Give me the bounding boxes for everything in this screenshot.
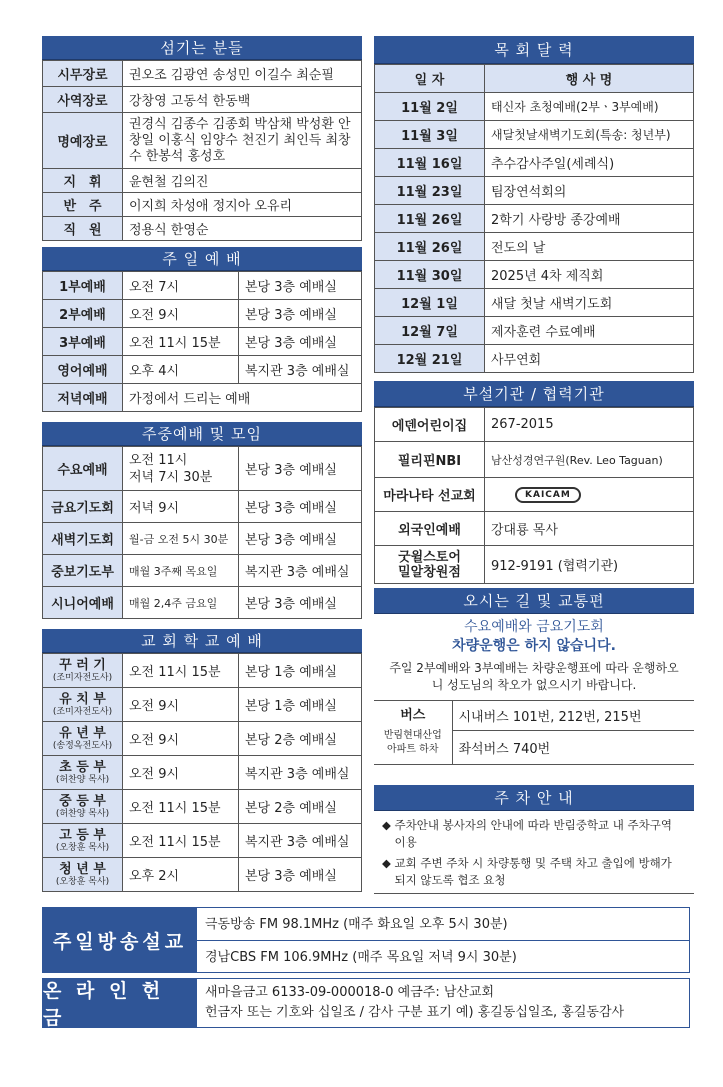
- affiliates-table: [374, 407, 694, 584]
- school-label: 꾸 러 기 (조미자전도사): [43, 654, 123, 688]
- directions-notice: [374, 614, 694, 700]
- weekday-place: 본당 3층 예배실: [239, 447, 362, 491]
- serve-label: 반 주: [43, 193, 123, 217]
- calendar-col-event: 행 사 명: [485, 65, 694, 93]
- serve-value: 정용식 한영순: [123, 217, 362, 241]
- affiliate-label: 굿윌스토어 밀알창원점: [375, 546, 485, 584]
- calendar-date: 11월 30일: [375, 261, 485, 289]
- calendar-event: 전도의 날: [485, 233, 694, 261]
- offering-label: 온 라 인 헌 금: [43, 979, 197, 1027]
- school-time: 오전 11시 15분: [123, 824, 239, 858]
- school-place: 본당 3층 예배실: [239, 858, 362, 892]
- serve-value: 윤현철 김의진: [123, 169, 362, 193]
- weekday-place: 본당 3층 예배실: [239, 491, 362, 523]
- serve-table: [42, 60, 362, 241]
- sunday-header: 주 일 예 배: [42, 247, 362, 271]
- calendar-event: 제자훈련 수료예배: [485, 317, 694, 345]
- left-column: [42, 36, 362, 892]
- sunday-label: 2부예배: [43, 300, 123, 328]
- diamond-bullet-icon: ◆: [382, 818, 395, 832]
- parking-item: ◆ 교회 주변 주차 시 차량통행 및 주택 차고 출입에 방해가 되지 않도록 협조 요청: [382, 856, 672, 887]
- school-label: 초 등 부 (허찬양 목사): [43, 756, 123, 790]
- sunday-label: 저녁예배: [43, 384, 123, 412]
- school-place: 복지관 3층 예배실: [239, 756, 362, 790]
- weekday-label: 수요예배: [43, 447, 123, 491]
- sunday-time: 오전 9시: [123, 300, 239, 328]
- sunday-time: 가정에서 드리는 예배: [123, 384, 362, 412]
- bus-stop: 반림현대산업 아파트 하차: [383, 729, 442, 755]
- sunday-time: 오후 4시: [123, 356, 239, 384]
- calendar-date: 11월 23일: [375, 177, 485, 205]
- calendar-table: [374, 64, 694, 373]
- sunday-place: 본당 3층 예배실: [239, 272, 362, 300]
- affiliates-header: 부설기관 / 협력기관: [374, 381, 694, 407]
- school-label: 고 등 부 (오창훈 목사): [43, 824, 123, 858]
- affiliate-value: 강대룡 목사: [485, 512, 694, 546]
- calendar-date: 11월 26일: [375, 205, 485, 233]
- directions-header: 오시는 길 및 교통편: [374, 588, 694, 614]
- school-time: 오전 9시: [123, 722, 239, 756]
- weekday-place: 본당 3층 예배실: [239, 587, 362, 619]
- calendar-event: 2025년 4차 제직회: [485, 261, 694, 289]
- calendar-header: 목 회 달 력: [374, 36, 694, 64]
- weekday-time: 매월 2,4주 금요일: [123, 587, 239, 619]
- serve-value: 권오조 김광연 송성민 이길수 최순필: [123, 61, 362, 87]
- school-time: 오전 11시 15분: [123, 654, 239, 688]
- notice-body: 주일 2부예배와 3부예배는 차량운행표에 따라 운행하오니 성도님의 착오가 없으시기 바랍니다.: [389, 661, 679, 692]
- notice-line1: 수요예배와 금요기도회: [464, 619, 604, 635]
- broadcast-line2: 경남CBS FM 106.9MHz (매주 목요일 저녁 9시 30분): [205, 950, 517, 965]
- sunday-place: 본당 3층 예배실: [239, 300, 362, 328]
- sunday-time: 오전 11시 15분: [123, 328, 239, 356]
- affiliate-label: 마라나타 선교회: [375, 478, 485, 512]
- bus-table: [374, 700, 694, 765]
- weekday-time: 월-금 오전 5시 30분: [123, 523, 239, 555]
- offering-line1: 새마을금고 6133-09-000018-0 예금주: 남산교회: [205, 985, 495, 1000]
- school-place: 복지관 3층 예배실: [239, 824, 362, 858]
- calendar-date: 11월 2일: [375, 93, 485, 121]
- parking-item: ◆ 주차안내 봉사자의 안내에 따라 반림중학교 내 주차구역 이용: [382, 818, 672, 849]
- affiliate-value: [485, 478, 694, 512]
- affiliate-label: 외국인예배: [375, 512, 485, 546]
- calendar-date: 11월 26일: [375, 233, 485, 261]
- sunday-label: 1부예배: [43, 272, 123, 300]
- broadcast-label: 주일방송설교: [43, 908, 197, 972]
- school-place: 본당 2층 예배실: [239, 722, 362, 756]
- weekday-time: 저녁 9시: [123, 491, 239, 523]
- calendar-event: 새달첫날새벽기도회(특송: 청년부): [485, 121, 694, 149]
- broadcast-line1: 극동방송 FM 98.1MHz (매주 화요일 오후 5시 30분): [197, 908, 689, 941]
- weekday-time: 매월 3주째 목요일: [123, 555, 239, 587]
- school-place: 본당 2층 예배실: [239, 790, 362, 824]
- calendar-date: 12월 1일: [375, 289, 485, 317]
- school-place: 본당 1층 예배실: [239, 654, 362, 688]
- weekday-label: 새벽기도회: [43, 523, 123, 555]
- serve-value: 강창영 고동석 한동백: [123, 87, 362, 113]
- school-table: [42, 653, 362, 892]
- sunday-label: 3부예배: [43, 328, 123, 356]
- serve-label: 시무장로: [43, 61, 123, 87]
- weekday-label: 금요기도회: [43, 491, 123, 523]
- weekday-table: [42, 446, 362, 619]
- school-time: 오전 9시: [123, 688, 239, 722]
- offering-line2: 헌금자 또는 기호와 십일조 / 감사 구분 표기 예) 홍길동십일조, 홍길동감사: [205, 1005, 625, 1020]
- calendar-event: 태신자 초청예배(2부ㆍ3부예배): [485, 93, 694, 121]
- bus-city: 시내버스 101번, 212번, 215번: [452, 701, 694, 731]
- serve-header: 섬기는 분들: [42, 36, 362, 60]
- calendar-col-date: 일 자: [375, 65, 485, 93]
- bus-label: 버스: [400, 707, 426, 723]
- calendar-event: 사무연회: [485, 345, 694, 373]
- school-place: 본당 1층 예배실: [239, 688, 362, 722]
- parking-list: [374, 811, 694, 894]
- kaicam-logo: KAICAM: [515, 487, 581, 503]
- affiliate-label: 에덴어린이집: [375, 408, 485, 442]
- sunday-time: 오전 7시: [123, 272, 239, 300]
- school-time: 오후 2시: [123, 858, 239, 892]
- calendar-event: 2학기 사랑방 종강예배: [485, 205, 694, 233]
- affiliate-value: 남산성경연구원(Rev. Leo Taguan): [485, 442, 694, 478]
- bus-label-cell: [374, 701, 452, 765]
- calendar-event: 새달 첫날 새벽기도회: [485, 289, 694, 317]
- school-label: 청 년 부 (오창훈 목사): [43, 858, 123, 892]
- affiliate-value: 267-2015: [485, 408, 694, 442]
- school-time: 오전 9시: [123, 756, 239, 790]
- bus-seat: 좌석버스 740번: [452, 731, 694, 765]
- serve-value: 권경식 김종수 김종회 박삼채 박성환 안창일 이홍식 임양수 천진기 최인득 최창수 한봉석 홍성호: [123, 113, 362, 169]
- notice-line2: 차량운행은 하지 않습니다.: [452, 638, 616, 654]
- calendar-date: 11월 3일: [375, 121, 485, 149]
- weekday-header: 주중예배 및 모임: [42, 422, 362, 446]
- weekday-label: 시니어예배: [43, 587, 123, 619]
- weekday-label: 중보기도부: [43, 555, 123, 587]
- diamond-bullet-icon: ◆: [382, 856, 395, 870]
- offering-box: [42, 978, 690, 1028]
- parking-header: 주 차 안 내: [374, 785, 694, 811]
- serve-label: 지 휘: [43, 169, 123, 193]
- serve-label: 직 원: [43, 217, 123, 241]
- serve-label: 명예장로: [43, 113, 123, 169]
- school-label: 유 년 부 (송정옥전도사): [43, 722, 123, 756]
- affiliate-label: 필리핀NBI: [375, 442, 485, 478]
- calendar-event: 추수감사주일(세례식): [485, 149, 694, 177]
- school-label: 유 치 부 (조미자전도사): [43, 688, 123, 722]
- broadcast-box: [42, 907, 690, 973]
- serve-value: 이지희 차성애 정지아 오유리: [123, 193, 362, 217]
- sunday-place: 복지관 3층 예배실: [239, 356, 362, 384]
- school-time: 오전 11시 15분: [123, 790, 239, 824]
- sunday-place: 본당 3층 예배실: [239, 328, 362, 356]
- weekday-place: 본당 3층 예배실: [239, 523, 362, 555]
- calendar-date: 12월 7일: [375, 317, 485, 345]
- sunday-table: [42, 271, 362, 412]
- calendar-date: 11월 16일: [375, 149, 485, 177]
- weekday-time: 오전 11시 저녁 7시 30분: [123, 447, 239, 491]
- right-column: [374, 36, 694, 894]
- serve-label: 사역장로: [43, 87, 123, 113]
- calendar-date: 12월 21일: [375, 345, 485, 373]
- sunday-label: 영어예배: [43, 356, 123, 384]
- affiliate-value: 912-9191 (협력기관): [485, 546, 694, 584]
- weekday-place: 복지관 3층 예배실: [239, 555, 362, 587]
- calendar-event: 팀장연석회의: [485, 177, 694, 205]
- school-label: 중 등 부 (허찬양 목사): [43, 790, 123, 824]
- school-header: 교 회 학 교 예 배: [42, 629, 362, 653]
